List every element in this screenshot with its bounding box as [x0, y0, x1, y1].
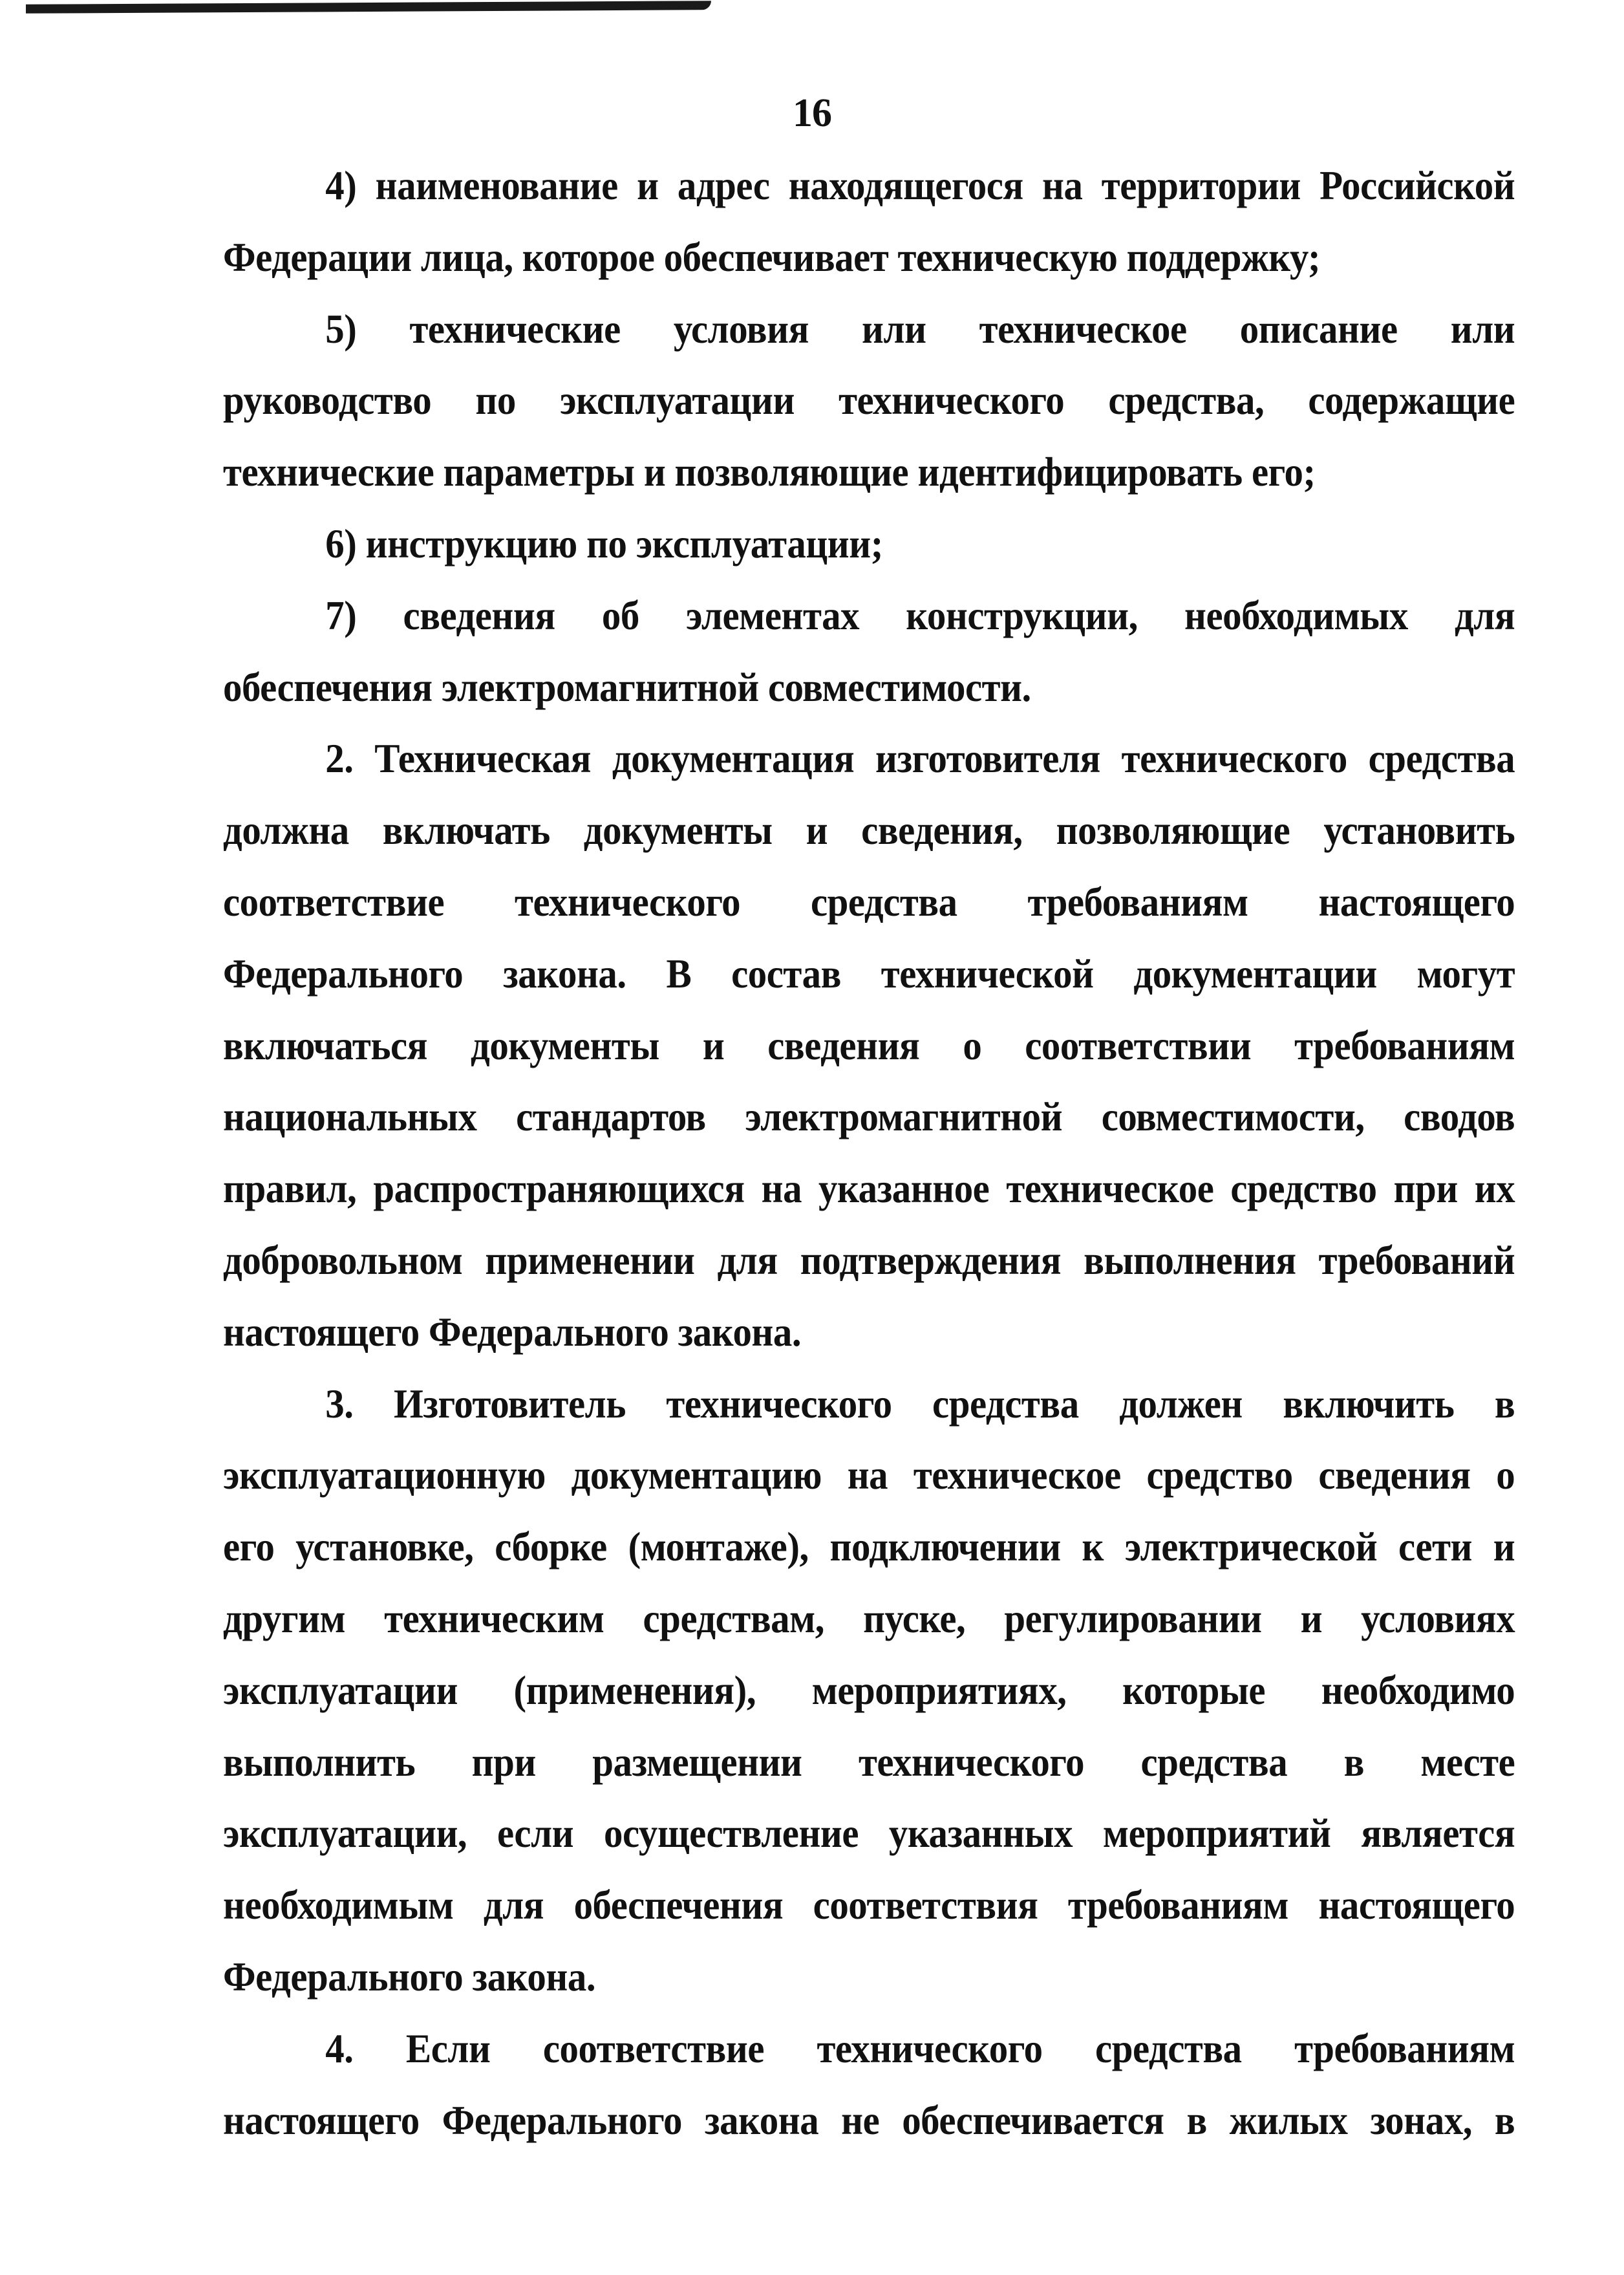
text-line: соответствие технического средства требованиям настоящего: [223, 878, 1515, 925]
text-line: Федерального закона.: [223, 1953, 596, 2000]
text-line: настоящего Федерального закона не обеспечивается в жилых зонах, в: [223, 2097, 1515, 2143]
page-number: 16: [793, 91, 831, 135]
text-line: эксплуатации (применения), мероприятиях, которые необходимо: [223, 1666, 1515, 1713]
text-line: 7) сведения об элементах конструкции, необходимых для: [325, 592, 1515, 638]
text-line: включаться документы и сведения о соответствии требованиям: [223, 1022, 1515, 1068]
text-line: национальных стандартов электромагнитной совместимости, сводов: [223, 1094, 1515, 1140]
text-line: его установке, сборке (монтаже), подключении к электрической сети и: [223, 1524, 1515, 1570]
text-line: руководство по эксплуатации технического средства, содержащие: [223, 377, 1515, 424]
scan-edge-bar: [26, 1, 711, 14]
text-line: должна включать документы и сведения, позволяющие установить: [223, 807, 1515, 854]
text-line: обеспечения электромагнитной совместимости.: [223, 663, 1031, 710]
text-line: 4) наименование и адрес находящегося на территории Российской: [325, 162, 1515, 208]
text-line: технические параметры и позволяющие идентифицировать его;: [223, 449, 1316, 495]
text-line: настоящего Федерального закона.: [223, 1308, 802, 1355]
text-line: выполнить при размещении технического средства в месте: [223, 1738, 1515, 1785]
text-line: другим техническим средствам, пуске, регулировании и условиях: [223, 1595, 1515, 1641]
text-line: добровольном применении для подтверждения выполнения требований: [223, 1236, 1515, 1283]
text-line: 5) технические условия или техническое описание или: [325, 305, 1515, 352]
text-line: эксплуатационную документацию на техническое средство сведения о: [223, 1452, 1515, 1498]
text-line: 4. Если соответствие технического средства требованиям: [325, 2025, 1515, 2071]
text-line: 2. Техническая документация изготовителя технического средства: [325, 735, 1515, 782]
text-line: Федерального закона. В состав технической документации могут: [223, 950, 1515, 997]
text-line: правил, распространяющихся на указанное техническое средство при их: [223, 1165, 1515, 1212]
document-body: [223, 150, 1515, 2156]
text-line: 3. Изготовитель технического средства должен включить в: [325, 1380, 1515, 1427]
text-line: необходимым для обеспечения соответствия требованиям настоящего: [223, 1882, 1515, 1928]
text-line: 6) инструкцию по эксплуатации;: [325, 520, 883, 566]
text-line: эксплуатации, если осуществление указанных мероприятий является: [223, 1810, 1515, 1857]
text-line: Федерации лица, которое обеспечивает техническую поддержку;: [223, 233, 1321, 280]
